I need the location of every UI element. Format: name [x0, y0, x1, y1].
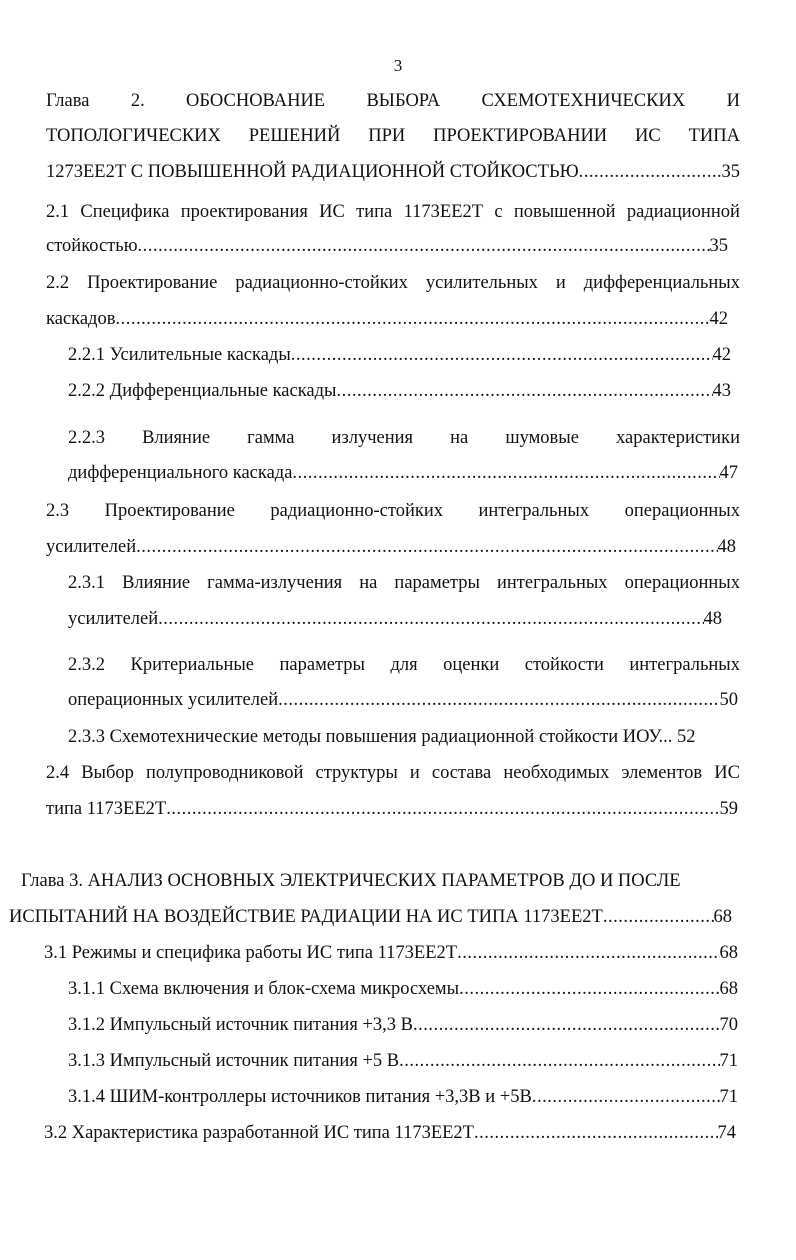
toc-page-number: 35	[721, 162, 740, 182]
chapter3-heading-line2: ИСПЫТАНИЙ НА ВОЗДЕЙСТВИЕ РАДИАЦИИ НА ИС ТИПА 1173ЕЕ2Т ..... 68	[9, 905, 732, 929]
toc-entry-2-3-1-line1: 2.3.1 Влияние гамма-излучения на параметры интегральных операционных	[68, 573, 740, 593]
toc-entry-2-2-line2: каскадов ..... 42	[46, 307, 728, 331]
toc-entry-2-2-3-line1: 2.2.3 Влияние гамма излучения на шумовые характеристики	[68, 428, 740, 448]
toc-page-number: 74	[717, 1123, 736, 1143]
dot-leader	[459, 977, 719, 1001]
toc-page-number: 59	[719, 799, 738, 819]
page-number: 3	[393, 56, 403, 75]
toc-page-number: 47	[719, 463, 738, 483]
toc-entry-2-3-line2: усилителей ..... 48	[46, 535, 736, 559]
toc-page-number: 42	[709, 309, 728, 329]
dot-leader	[138, 234, 710, 258]
dot-leader	[474, 1121, 718, 1145]
toc-entry-3-2: 3.2 Характеристика разработанной ИС типа 1173ЕЕ2Т ..... 74	[44, 1121, 736, 1145]
toc-page-number: 70	[719, 1015, 738, 1035]
dot-leader	[115, 307, 709, 331]
toc-entry-2-3-line1: 2.3 Проектирование радиационно-стойких интегральных операционных	[46, 501, 740, 521]
dot-leader	[457, 941, 719, 965]
chapter2-heading-line3: 1273ЕЕ2Т С ПОВЫШЕННОЙ РАДИАЦИОННОЙ СТОЙКОСТЬЮ ..... 35	[46, 160, 740, 184]
toc-page-number: 48	[717, 537, 736, 557]
toc-entry-2-3-3: 2.3.3 Схемотехнические методы повышения радиационной стойкости ИОУ... 52	[68, 727, 696, 747]
toc-entry-3-1-1: 3.1.1 Схема включения и блок-схема микросхемы ..... 68	[68, 977, 738, 1001]
toc-entry-2-4-line2: типа 1173ЕЕ2Т ..... 59	[46, 797, 738, 821]
toc-entry-2-4-line1: 2.4 Выбор полупроводниковой структуры и состава необходимых элементов ИС	[46, 763, 740, 783]
dot-leader	[278, 688, 719, 712]
toc-entry-2-3-2-line2: операционных усилителей ..... 50	[68, 688, 738, 712]
dot-leader	[579, 160, 722, 184]
dot-leader	[413, 1013, 720, 1037]
chapter2-heading-line2: ТОПОЛОГИЧЕСКИХ РЕШЕНИЙ ПРИ ПРОЕКТИРОВАНИИ ИС ТИПА	[46, 126, 740, 146]
toc-entry-2-1-line1: 2.1 Специфика проектирования ИС типа 1173ЕЕ2Т с повышенной радиационной	[46, 202, 740, 222]
toc-page-number: 71	[719, 1051, 738, 1071]
chapter3-heading-line1: Глава 3. АНАЛИЗ ОСНОВНЫХ ЭЛЕКТРИЧЕСКИХ ПАРАМЕТРОВ ДО И ПОСЛЕ	[21, 871, 681, 891]
toc-page-number: 71	[719, 1087, 738, 1107]
dot-leader	[603, 905, 714, 929]
dot-leader	[399, 1049, 719, 1073]
toc-entry-2-2-line1: 2.2 Проектирование радиационно-стойких усилительных и дифференциальных	[46, 273, 740, 293]
toc-page-number: 48	[703, 609, 722, 629]
dot-leader	[532, 1085, 720, 1109]
toc-entry-2-3-2-line1: 2.3.2 Критериальные параметры для оценки стойкости интегральных	[68, 655, 740, 675]
toc-entry-3-1-4: 3.1.4 ШИМ-контроллеры источников питания +3,3В и +5В ..... 71	[68, 1085, 738, 1109]
dot-leader	[337, 379, 713, 403]
chapter2-heading-line1: Глава 2. ОБОСНОВАНИЕ ВЫБОРА СХЕМОТЕХНИЧЕСКИХ И	[46, 91, 740, 111]
dot-leader	[158, 607, 703, 631]
toc-page-number: 68	[719, 979, 738, 999]
toc-page-number: 42	[712, 345, 731, 365]
toc-entry-3-1-3: 3.1.3 Импульсный источник питания +5 В ..... 71	[68, 1049, 738, 1073]
toc-page-number: 68	[719, 943, 738, 963]
toc-page-number: 43	[712, 381, 731, 401]
toc-page-number: 50	[719, 690, 738, 710]
toc-entry-2-3-1-line2: усилителей ..... 48	[68, 607, 722, 631]
toc-entry-2-2-3-line2: дифференциального каскада ..... 47	[68, 461, 738, 485]
toc-entry-3-1-2: 3.1.2 Импульсный источник питания +3,3 В ..... 70	[68, 1013, 738, 1037]
dot-leader	[136, 535, 717, 559]
dot-leader	[292, 461, 719, 485]
dot-leader	[166, 797, 719, 821]
toc-page-number: 68	[713, 907, 732, 927]
dot-leader	[291, 343, 713, 367]
toc-entry-2-1-line2: стойкостью ..... 35	[46, 234, 728, 258]
toc-entry-2-2-1: 2.2.1 Усилительные каскады ..... 42	[68, 343, 731, 367]
toc-entry-3-1: 3.1 Режимы и специфика работы ИС типа 1173ЕЕ2Т ..... 68	[44, 941, 738, 965]
toc-page-number: 35	[709, 236, 728, 256]
toc-entry-2-2-2: 2.2.2 Дифференциальные каскады ..... 43	[68, 379, 731, 403]
